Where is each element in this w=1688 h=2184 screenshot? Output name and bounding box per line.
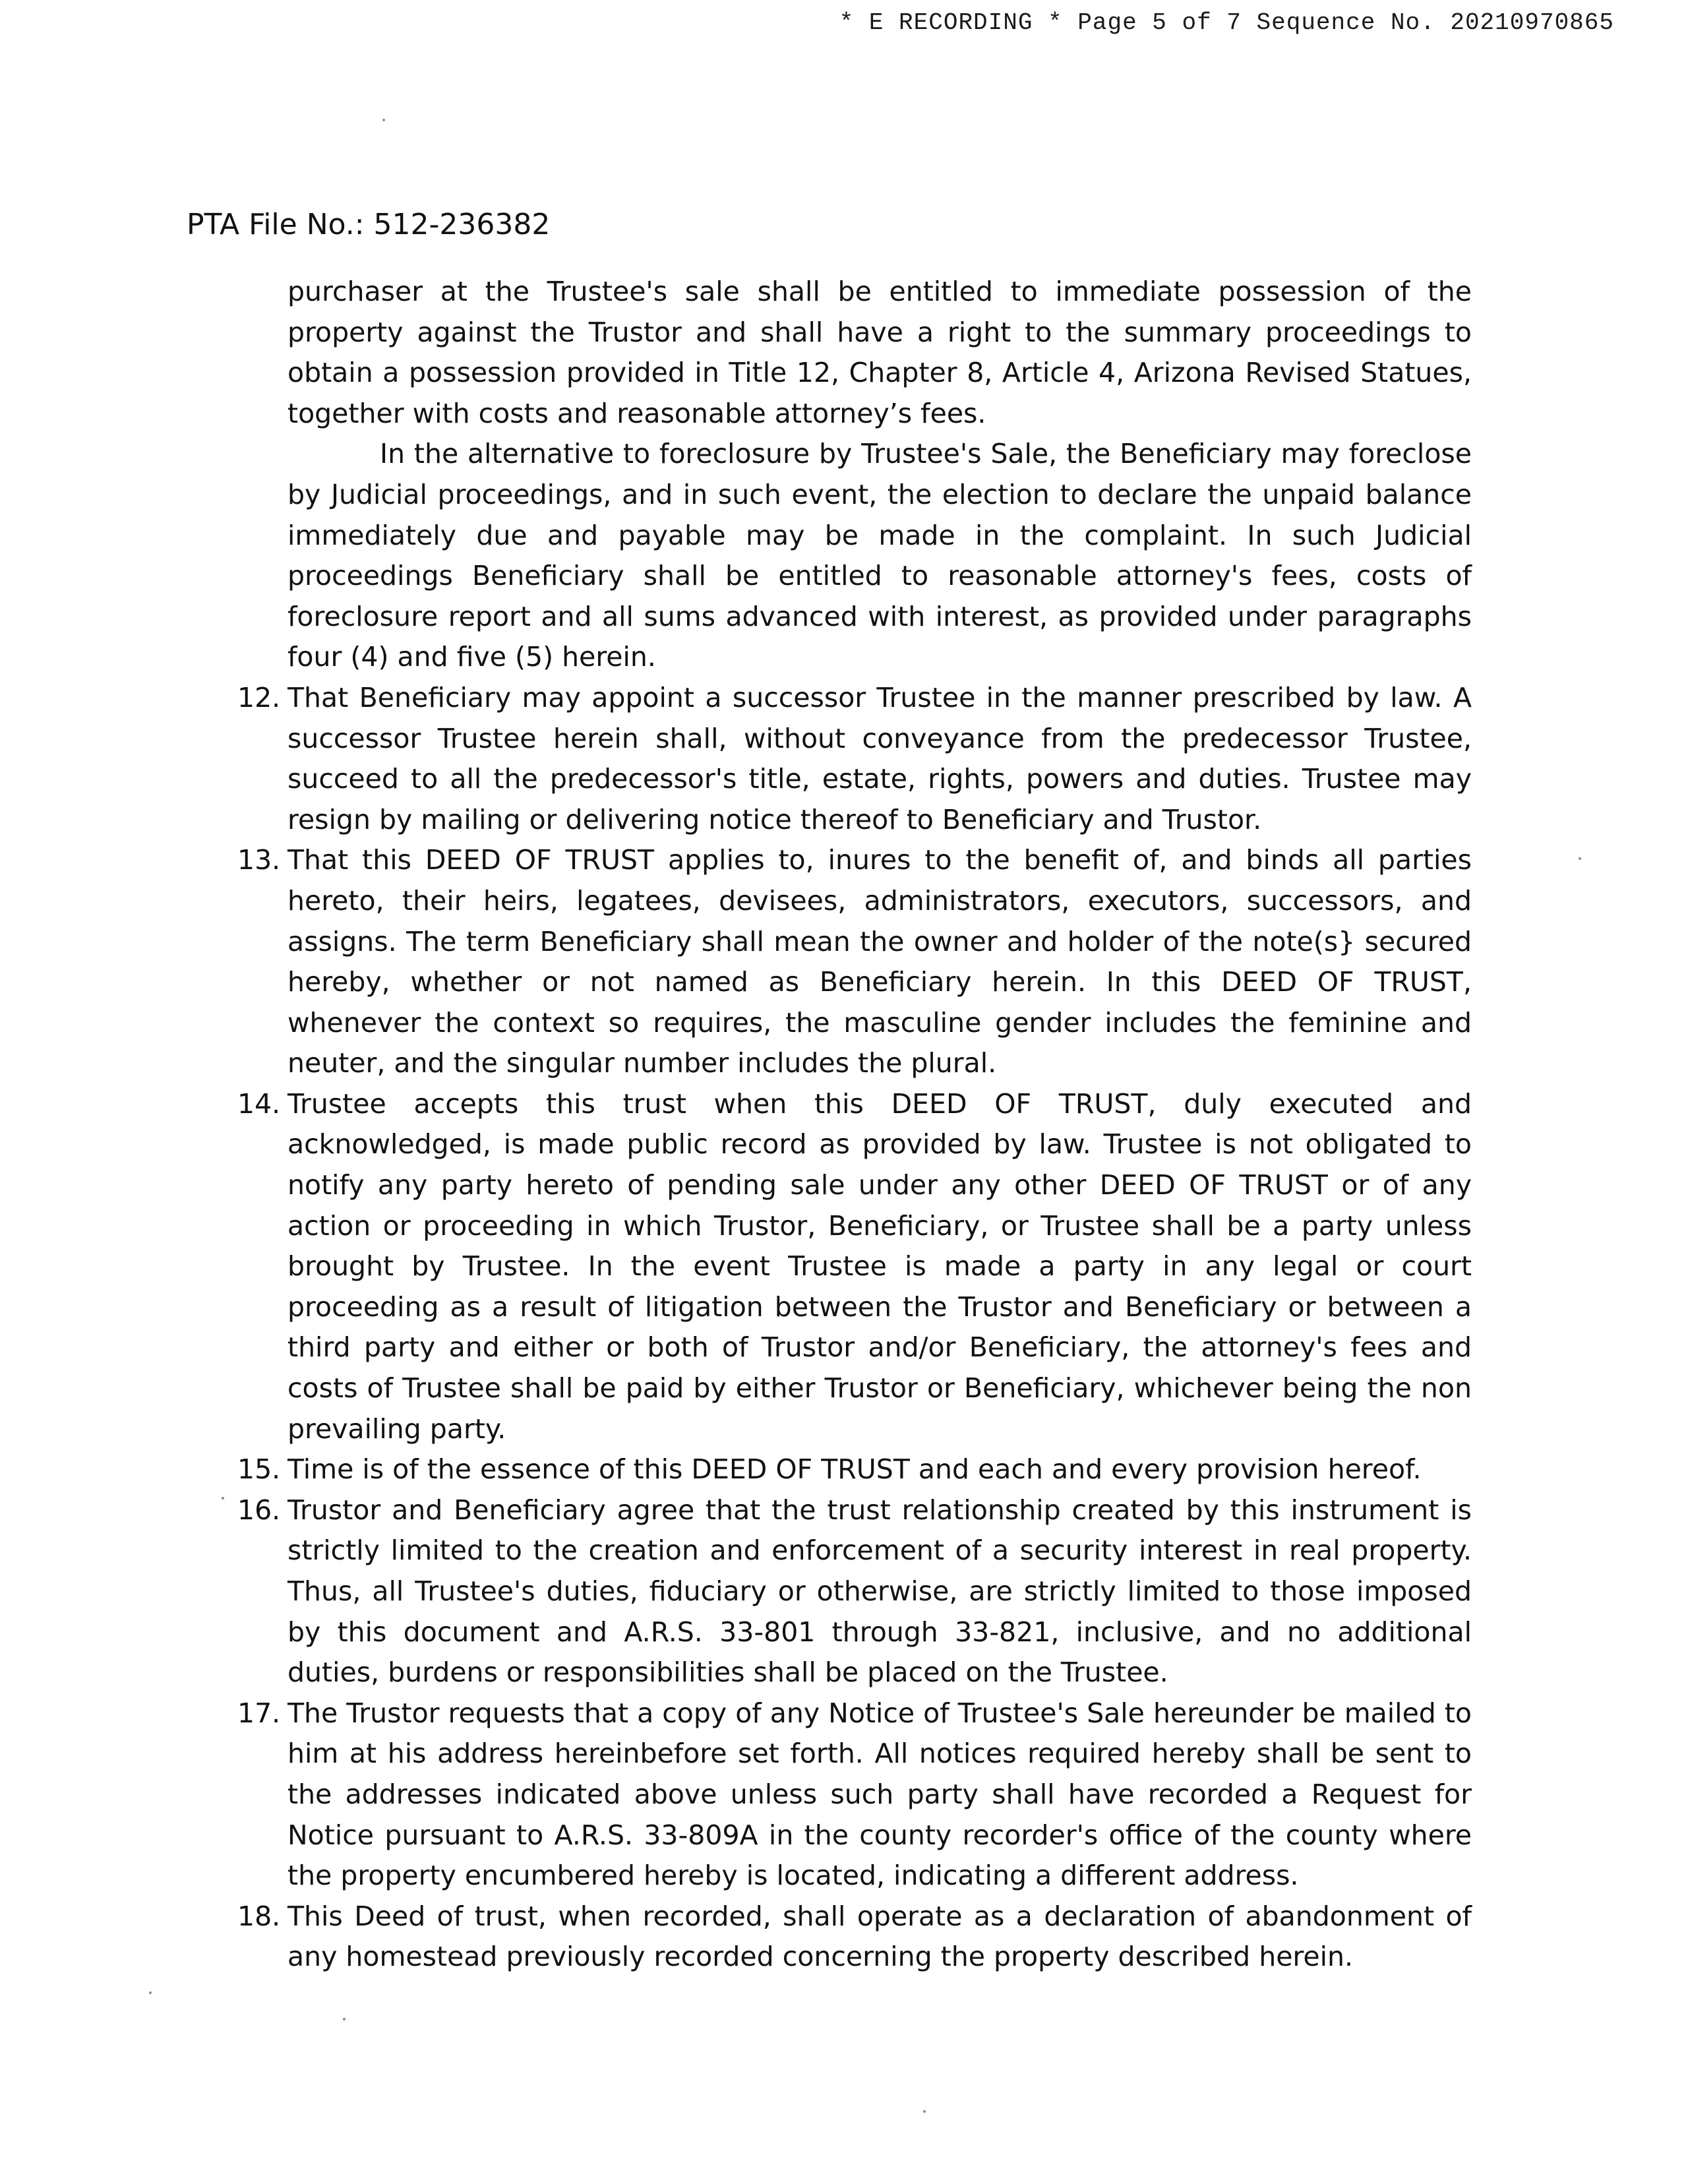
foreclosure-alternative-paragraph: In the alternative to foreclosure by Trustee's Sale, the Beneficiary may foreclose by Judicial proceedings, and in such event, the election to declare the unpaid balance immediately due and payable may be made in the complaint. In such Judicial proceedings Beneficiary shall be entitled to reasonable attorney's fees, costs of foreclosure report and all sums advanced with interest, as provided under paragraphs four (4) and five (5) herein. [287,438,1472,673]
scan-speck [923,2110,926,2113]
clause-text: Trustor and Beneficiary agree that the trust relationship created by this instrument is strictly limited to the creation and enforcement of a security interest in real property. Thus, all Trustee's duties, fiduciary or otherwise, are strictly limited to those imposed by this document and A.R.S. 33-801 through 33-821, inclusive, and no additional duties, burdens or responsibilities shall be placed on the Trustee. [287,1494,1472,1689]
clause-14 [0,1084,1472,1449]
clause-text: Time is of the essence of this DEED OF TRUST and each and every provision hereof. [287,1453,1422,1486]
scan-speck [222,1497,224,1500]
clause-text: Trustee accepts this trust when this DEED OF TRUST, duly executed and acknowledged, is made public record as provided by law. Trustee is not obligated to notify any party hereto of pending sale under any other DEED OF TRUST or of any action or proceeding in which Trustor, Beneficiary, or Trustee shall be a party unless brought by Trustee. In the event Trustee is made a party in any legal or court proceeding as a result of litigation between the Trustor and Beneficiary or between a third party and either or both of Trustor and/or Beneficiary, the attorney's fees and costs of Trustee shall be paid by either Trustor or Beneficiary, whichever being the non prevailing party. [287,1087,1472,1445]
clause-number: 14. [237,1087,281,1120]
scan-speck [1579,857,1581,860]
recording-header: * E RECORDING * Page 5 of 7 Sequence No. 20210970865 [839,9,1614,36]
clause-16 [0,1490,1472,1693]
scan-speck [149,1991,152,1994]
clause-12 [0,678,1472,840]
deed-body [0,272,1688,1978]
clause-number: 13. [237,844,281,876]
clause-15 [0,1449,1472,1490]
file-number: PTA File No.: 512-236382 [187,208,551,241]
clause-text: That this DEED OF TRUST applies to, inures to the benefit of, and binds all parties hereto, their heirs, legatees, devisees, administrators, executors, successors, and assigns. The term Beneficiary shall mean the owner and holder of the note(s} secured hereby, whether or not named as Beneficiary herein. In this DEED OF TRUST, whenever the context so requires, the masculine gender includes the feminine and neuter, and the singular number includes the plural. [287,844,1472,1079]
clause-number: 16. [237,1494,281,1526]
clause-text: This Deed of trust, when recorded, shall operate as a declaration of abandonment of any homestead previously recorded concerning the property described herein. [287,1900,1472,1973]
scan-speck [382,119,385,121]
clause-text: That Beneficiary may appoint a successor Trustee in the manner prescribed by law. A successor Trustee herein shall, without conveyance from the predecessor Trustee, succeed to all the predecessor's title, estate, rights, powers and duties. Trustee may resign by mailing or delivering notice thereof to Beneficiary and Trustor. [287,681,1472,835]
clause-17 [0,1693,1472,1896]
clause-number: 15. [237,1453,281,1486]
clause-number: 18. [237,1900,281,1932]
clause-number: 17. [237,1697,281,1729]
clause-13 [0,840,1472,1084]
clause-18 [0,1896,1472,1978]
continuation-paragraph: purchaser at the Trustee's sale shall be entitled to immediate possession of the property against the Trustor and shall have a right to the summary proceedings to obtain a possession provided in Title 12, Chapter 8, Article 4, Arizona Revised Statues, together with costs and reasonable attorney’s fees. [287,276,1472,429]
clause-text: The Trustor requests that a copy of any Notice of Trustee's Sale hereunder be mailed to him at his address hereinbefore set forth. All notices required hereby shall be sent to the addresses indicated above unless such party shall have recorded a Request for Notice pursuant to A.R.S. 33-809A in the county recorder's office of the county where the property encumbered hereby is located, indicating a different address. [287,1697,1472,1892]
scan-speck [343,2018,346,2020]
clause-number: 12. [237,681,281,713]
